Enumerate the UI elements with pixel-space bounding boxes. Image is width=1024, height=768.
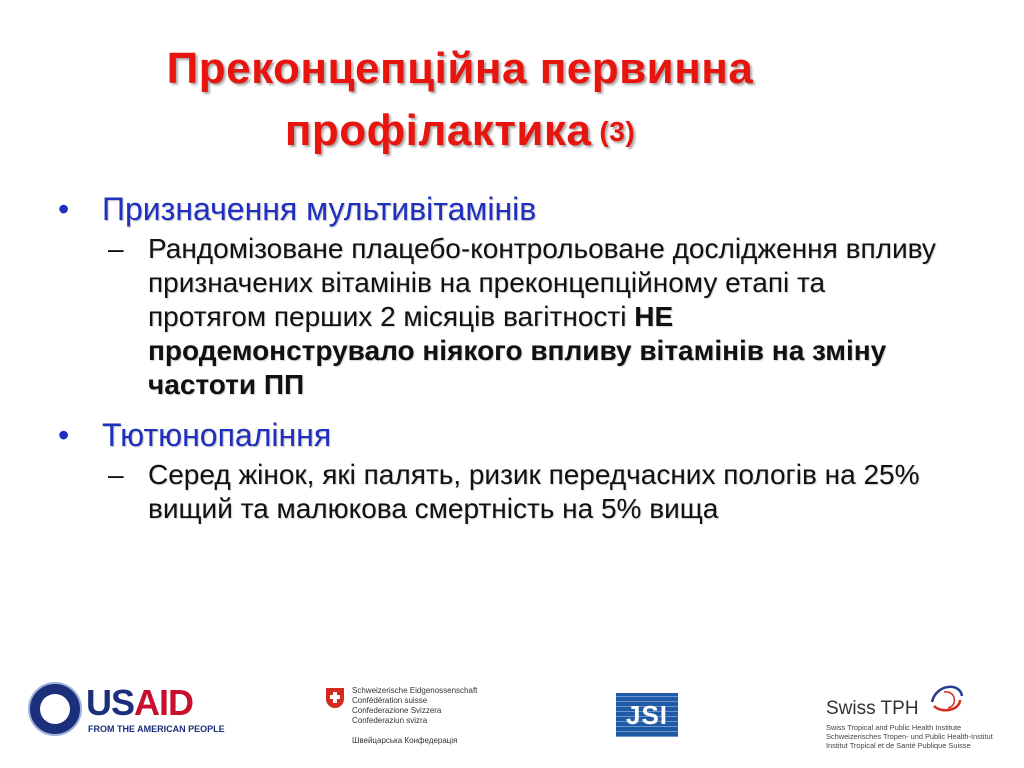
- usaid-seal-icon: [28, 682, 82, 736]
- bullet-icon: •: [58, 417, 70, 453]
- sub-item-smoking: [108, 458, 978, 526]
- slide-content: [58, 186, 978, 526]
- swiss-tph-subtitle: Swiss Tropical and Public Health Institute Schweizerisches Tropen- und Public Health-Institut Institut Tropical et de Santé Publique Suisse: [826, 723, 993, 750]
- swiss-tph-swirl-icon: [926, 680, 966, 720]
- slide-title: [0, 38, 920, 163]
- sub-item-text: [148, 232, 938, 402]
- bullet-text: Тютюнопаління: [102, 417, 332, 453]
- jsi-logo: JSI: [616, 693, 678, 737]
- bullet-item-multivitamins: [58, 186, 978, 232]
- sub-item-text: Серед жінок, які палять, ризик передчасних пологів на 25% вищий та малюкова смертність на 5% вища: [148, 459, 920, 524]
- swiss-ukrainian-name: Швейцарська Конфедерація: [352, 736, 458, 745]
- usaid-wordmark: USAID: [86, 682, 194, 723]
- swiss-confederation-logo: [326, 686, 506, 746]
- bullet-text: Призначення мультивітамінів: [102, 191, 537, 227]
- usaid-logo: [28, 682, 225, 742]
- title-line-2: [0, 100, 920, 163]
- dash-icon: –: [108, 459, 124, 490]
- dash-icon: –: [108, 233, 124, 264]
- swiss-tph-name: Swiss TPH: [826, 698, 919, 719]
- usaid-tagline: FROM THE AMERICAN PEOPLE: [88, 724, 225, 734]
- sub-item-multivitamins: [108, 232, 978, 402]
- title-line-1: Преконцепційна первинна: [166, 44, 754, 93]
- swiss-tph-logo: [826, 680, 993, 760]
- bullet-item-smoking: [58, 412, 978, 458]
- swiss-names: Schweizerische Eidgenossenschaft Confédération suisse Confederazione Svizzera Confederaziun svizra: [352, 686, 478, 725]
- sub-item-bold-text: НЕ продемонструвало ніякого впливу вітамінів на зміну частоти ПП: [148, 301, 887, 400]
- sub-item-plain-text: Рандомізоване плацебо-контрольоване дослідження впливу призначених вітамінів на преконцепційному етапі та протягом перших 2 місяців вагітності: [148, 233, 936, 332]
- swiss-flag-icon: [326, 688, 344, 708]
- title-number: (3): [599, 116, 636, 147]
- title-line-2-text: профілактика: [284, 106, 592, 155]
- bullet-icon: •: [58, 191, 70, 227]
